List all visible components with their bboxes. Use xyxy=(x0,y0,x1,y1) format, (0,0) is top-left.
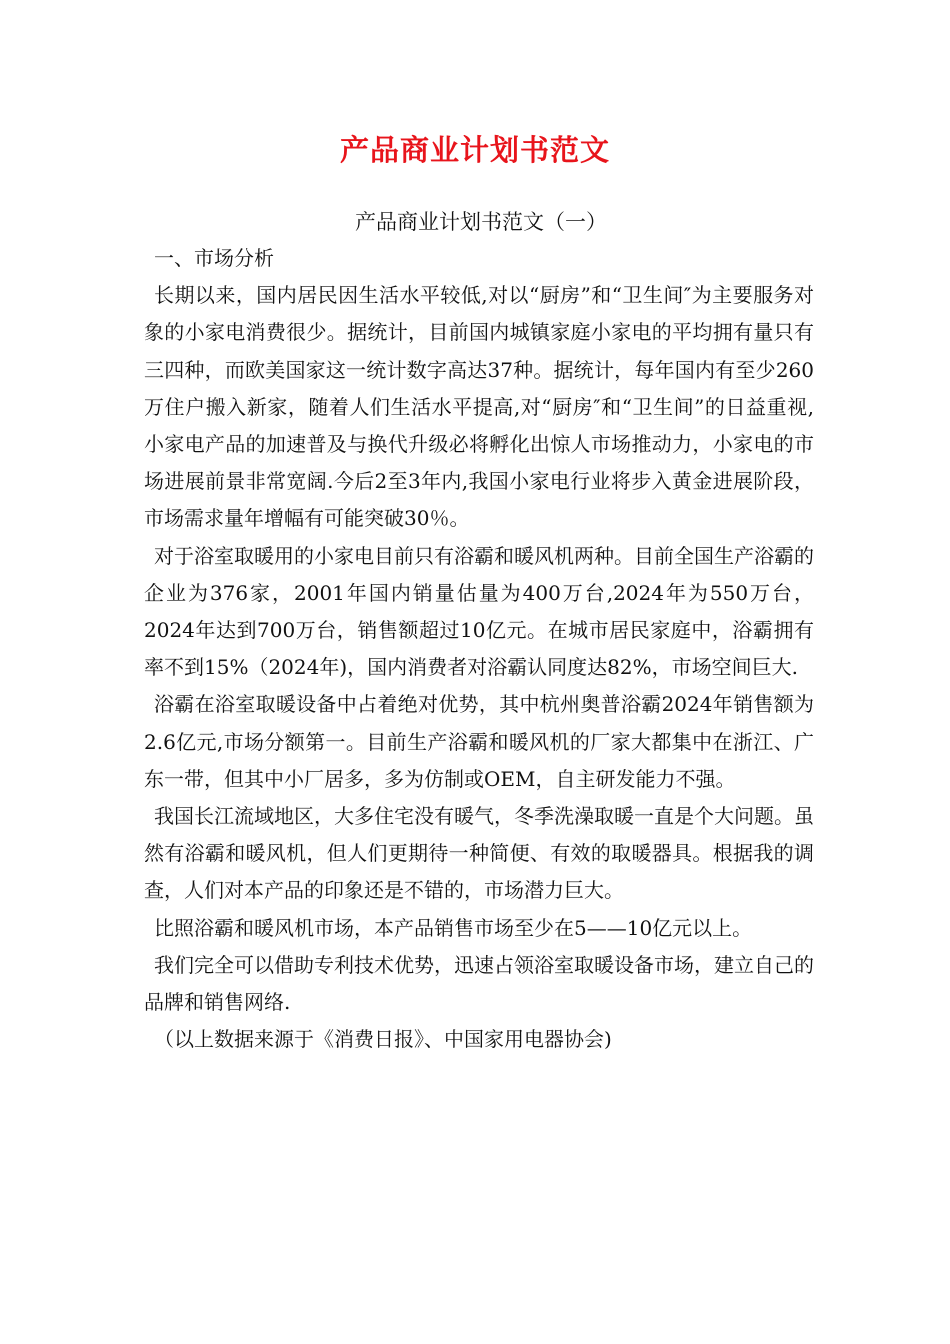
paragraph: 我们完全可以借助专利技术优势，迅速占领浴室取暖设备市场，建立自己的品牌和销售网络. xyxy=(144,952,814,1015)
document-title: 产品商业计划书范文 xyxy=(339,133,610,167)
paragraph: 比照浴霸和暖风机市场，本产品销售市场至少在5——10亿元以上。 xyxy=(154,915,753,940)
section-heading: 一、市场分析 xyxy=(154,246,274,270)
paragraph: 浴霸在浴室取暖设备中占着绝对优势，其中杭州奥普浴霸2024年销售额为2.6亿元,市场分额第一。目前生产浴霸和暖风机的厂家大都集中在浙江、广东一带，但其中小厂居多，多为仿制或OEM，自主研发能力不强。 xyxy=(144,692,814,791)
paragraph: 我国长江流域地区，大多住宅没有暖气，冬季洗澡取暖一直是个大问题。虽然有浴霸和暖风机，但人们更期待一种简便、有效的取暖器具。根据我的调查，人们对本产品的印象还是不错的，市场潜力巨大。 xyxy=(144,804,814,903)
paragraph: 长期以来，国内居民因生活水平较低,对以“厨房”和“卫生间″为主要服务对象的小家电消费很少。据统计，目前国内城镇家庭小家电的平均拥有量只有三四种，而欧美国家这一统计数字高达37种。据统计，每年国内有至少260万住户搬入新家，随着人们生活水平提高,对“厨房″和“卫生间”的日益重视,小家电产品的加速普及与换代升级必将孵化出惊人市场推动力，小家电的市场进展前景非常宽阔.今后2至3年内,我国小家电行业将步入黄金进展阶段，市场需求量年增幅有可能突破30％。 xyxy=(144,283,814,531)
document-body xyxy=(144,240,814,1058)
document-subtitle: 产品商业计划书范文（一） xyxy=(355,210,607,234)
paragraph: 对于浴室取暖用的小家电目前只有浴霸和暖风机两种。目前全国生产浴霸的企业为376家，2001年国内销量估量为400万台,2024年为550万台，2024年达到700万台，销售额超过10亿元。在城市居民家庭中，浴霸拥有率不到15%（2024年)，国内消费者对浴霸认同度达82%，市场空间巨大. xyxy=(144,543,814,680)
source-note: （以上数据来源于《消费日报》、中国家用电器协会) xyxy=(154,1027,612,1052)
